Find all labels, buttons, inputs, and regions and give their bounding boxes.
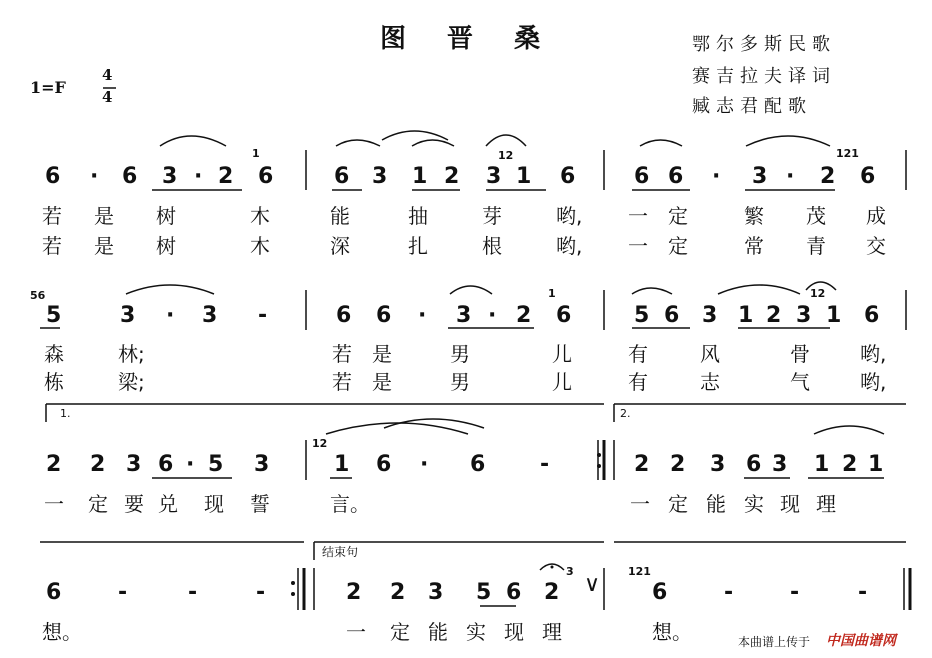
lyric: 定	[668, 492, 688, 516]
note: ·	[90, 164, 99, 189]
grace-note: 1	[548, 287, 556, 300]
note: 3	[126, 452, 142, 477]
note: 5	[208, 452, 224, 477]
note: 1	[826, 303, 842, 328]
note: 3	[372, 164, 388, 189]
grace-note: 121	[836, 147, 859, 160]
note: -	[724, 580, 734, 605]
lyric: 是	[94, 204, 114, 228]
grace-note: 12	[312, 437, 328, 450]
note: 1	[738, 303, 754, 328]
footer-text: 本曲谱上传于	[738, 635, 811, 649]
lyric: 定	[390, 620, 410, 644]
lyric: 志	[700, 370, 720, 394]
note: 6	[336, 303, 352, 328]
note: 6	[46, 580, 62, 605]
lyric: 现	[504, 620, 524, 644]
lyric: 定	[668, 234, 688, 258]
lyric: 栋	[44, 370, 64, 394]
note: 6	[506, 580, 522, 605]
lyric: 若	[42, 234, 62, 258]
note: 2	[346, 580, 362, 605]
lyric: 气	[790, 370, 810, 394]
breath-mark: ∨	[584, 572, 601, 597]
note: 1	[814, 452, 830, 477]
lyric: 是	[372, 342, 392, 366]
lyric: 实	[744, 492, 764, 516]
note: 3	[162, 164, 178, 189]
note: 6	[652, 580, 668, 605]
note: 1	[516, 164, 532, 189]
credit-origin: 鄂尔多斯民歌	[692, 34, 836, 55]
note: ·	[420, 452, 429, 477]
note: 6	[45, 164, 61, 189]
lyric: 理	[542, 620, 562, 644]
note: 2	[842, 452, 858, 477]
lyric: 一	[630, 492, 650, 516]
grace-note: 3	[566, 565, 574, 578]
note: 6	[334, 164, 350, 189]
note: 2	[766, 303, 782, 328]
lyric: 木	[250, 234, 270, 258]
lyric: 若	[332, 342, 352, 366]
note: 6	[860, 164, 876, 189]
note: 6	[746, 452, 762, 477]
note: 1	[334, 452, 350, 477]
lyric: 要	[124, 492, 144, 516]
lyric: 哟,	[556, 234, 583, 258]
credit-lyricist: 赛吉拉夫译词	[692, 66, 836, 87]
lyric: 骨	[790, 342, 810, 366]
lyric: 现	[780, 492, 800, 516]
lyric: 言。	[330, 492, 370, 516]
note: 6	[560, 164, 576, 189]
second-ending-label: 2.	[620, 407, 631, 420]
note: -	[258, 303, 268, 328]
note: 3	[456, 303, 472, 328]
lyric: 交	[866, 234, 886, 258]
lyric: 深	[330, 234, 350, 258]
lyric: 若	[332, 370, 352, 394]
lyric: 有	[628, 342, 648, 366]
note: 3	[428, 580, 444, 605]
note: 1	[868, 452, 884, 477]
lyric: 男	[450, 370, 470, 394]
note: 2	[90, 452, 106, 477]
note: ·	[418, 303, 427, 328]
score-title: 图 晋 桑	[380, 24, 557, 54]
note: 3	[710, 452, 726, 477]
lyric: 哟,	[860, 370, 887, 394]
note: 3	[772, 452, 788, 477]
note: -	[256, 580, 266, 605]
note: ·	[194, 164, 203, 189]
note: 6	[634, 164, 650, 189]
lyric: 能	[330, 204, 350, 228]
note: 6	[158, 452, 174, 477]
note: 6	[258, 164, 274, 189]
lyric: 是	[94, 234, 114, 258]
note: -	[118, 580, 128, 605]
note: -	[540, 452, 550, 477]
grace-note: 12	[498, 149, 514, 162]
lyric: 是	[372, 370, 392, 394]
lyric: 想。	[42, 620, 82, 644]
note: 3	[702, 303, 718, 328]
lyric: 兑	[158, 492, 178, 516]
lyric: 儿	[552, 342, 572, 366]
credit-arranger: 臧志君配歌	[692, 96, 812, 117]
note: 6	[864, 303, 880, 328]
note: -	[790, 580, 800, 605]
lyric: 林;	[118, 342, 145, 366]
note: 6	[556, 303, 572, 328]
lyric: 木	[250, 204, 270, 228]
lyric: 树	[156, 204, 176, 228]
note: 6	[376, 452, 392, 477]
lyric: 一	[628, 204, 648, 228]
grace-note: 1	[252, 147, 260, 160]
lyric: 森	[44, 342, 64, 366]
note: ·	[488, 303, 497, 328]
note: 3	[752, 164, 768, 189]
lyric: 常	[744, 234, 764, 258]
note: 5	[634, 303, 650, 328]
lyric: 哟,	[556, 204, 583, 228]
lyric: 想。	[652, 620, 692, 644]
note: 5	[46, 303, 62, 328]
lyric: 能	[706, 492, 726, 516]
note: 3	[486, 164, 502, 189]
note: 6	[664, 303, 680, 328]
time-signature-bottom: 4	[102, 88, 113, 106]
note: 2	[516, 303, 532, 328]
note: 6	[668, 164, 684, 189]
note: 3	[202, 303, 218, 328]
site-logo[interactable]: 中国曲谱网	[826, 633, 896, 649]
lyric: 若	[42, 204, 62, 228]
lyric: 定	[88, 492, 108, 516]
note: ·	[786, 164, 795, 189]
note: 1	[412, 164, 428, 189]
lyric: 定	[668, 204, 688, 228]
lyric: 儿	[552, 370, 572, 394]
note: 5	[476, 580, 492, 605]
coda-label: 结束句	[322, 545, 359, 559]
grace-note: 12	[810, 287, 826, 300]
lyric: 誓	[250, 492, 270, 516]
note: 3	[254, 452, 270, 477]
lyric: 一	[346, 620, 366, 644]
note: 6	[122, 164, 138, 189]
lyric: 现	[204, 492, 224, 516]
lyric: 抽	[408, 204, 428, 228]
note: 2	[390, 580, 406, 605]
note: 2	[820, 164, 836, 189]
grace-note: 56	[30, 289, 46, 302]
lyric: 树	[156, 234, 176, 258]
note: 2	[444, 164, 460, 189]
note: ·	[166, 303, 175, 328]
note: -	[858, 580, 868, 605]
lyric: 繁	[744, 204, 764, 228]
note: 6	[470, 452, 486, 477]
note: -	[188, 580, 198, 605]
lyric: 一	[628, 234, 648, 258]
lyric: 根	[482, 234, 502, 258]
note: 6	[376, 303, 392, 328]
lyric: 实	[466, 620, 486, 644]
lyric: 成	[866, 204, 886, 228]
lyric: 有	[628, 370, 648, 394]
lyric: 梁;	[118, 370, 145, 394]
key-signature: 1=F	[30, 78, 66, 97]
note: ·	[186, 452, 195, 477]
lyric: 哟,	[860, 342, 887, 366]
lyric: 风	[700, 342, 720, 366]
note: 3	[796, 303, 812, 328]
lyric: 芽	[482, 204, 502, 228]
note: ·	[712, 164, 721, 189]
note: 3	[120, 303, 136, 328]
lyric: 茂	[806, 204, 826, 228]
lyric: 青	[806, 234, 826, 258]
note: 2	[46, 452, 62, 477]
lyric: 一	[44, 492, 64, 516]
note: 2	[634, 452, 650, 477]
grace-note: 121	[628, 565, 651, 578]
time-signature-top: 4	[102, 66, 113, 84]
lyric: 能	[428, 620, 448, 644]
note: 2	[670, 452, 686, 477]
lyric: 扎	[408, 234, 428, 258]
note: 2	[544, 580, 560, 605]
note: 2	[218, 164, 234, 189]
first-ending-label: 1.	[60, 407, 71, 420]
lyric: 理	[816, 492, 836, 516]
lyric: 男	[450, 342, 470, 366]
